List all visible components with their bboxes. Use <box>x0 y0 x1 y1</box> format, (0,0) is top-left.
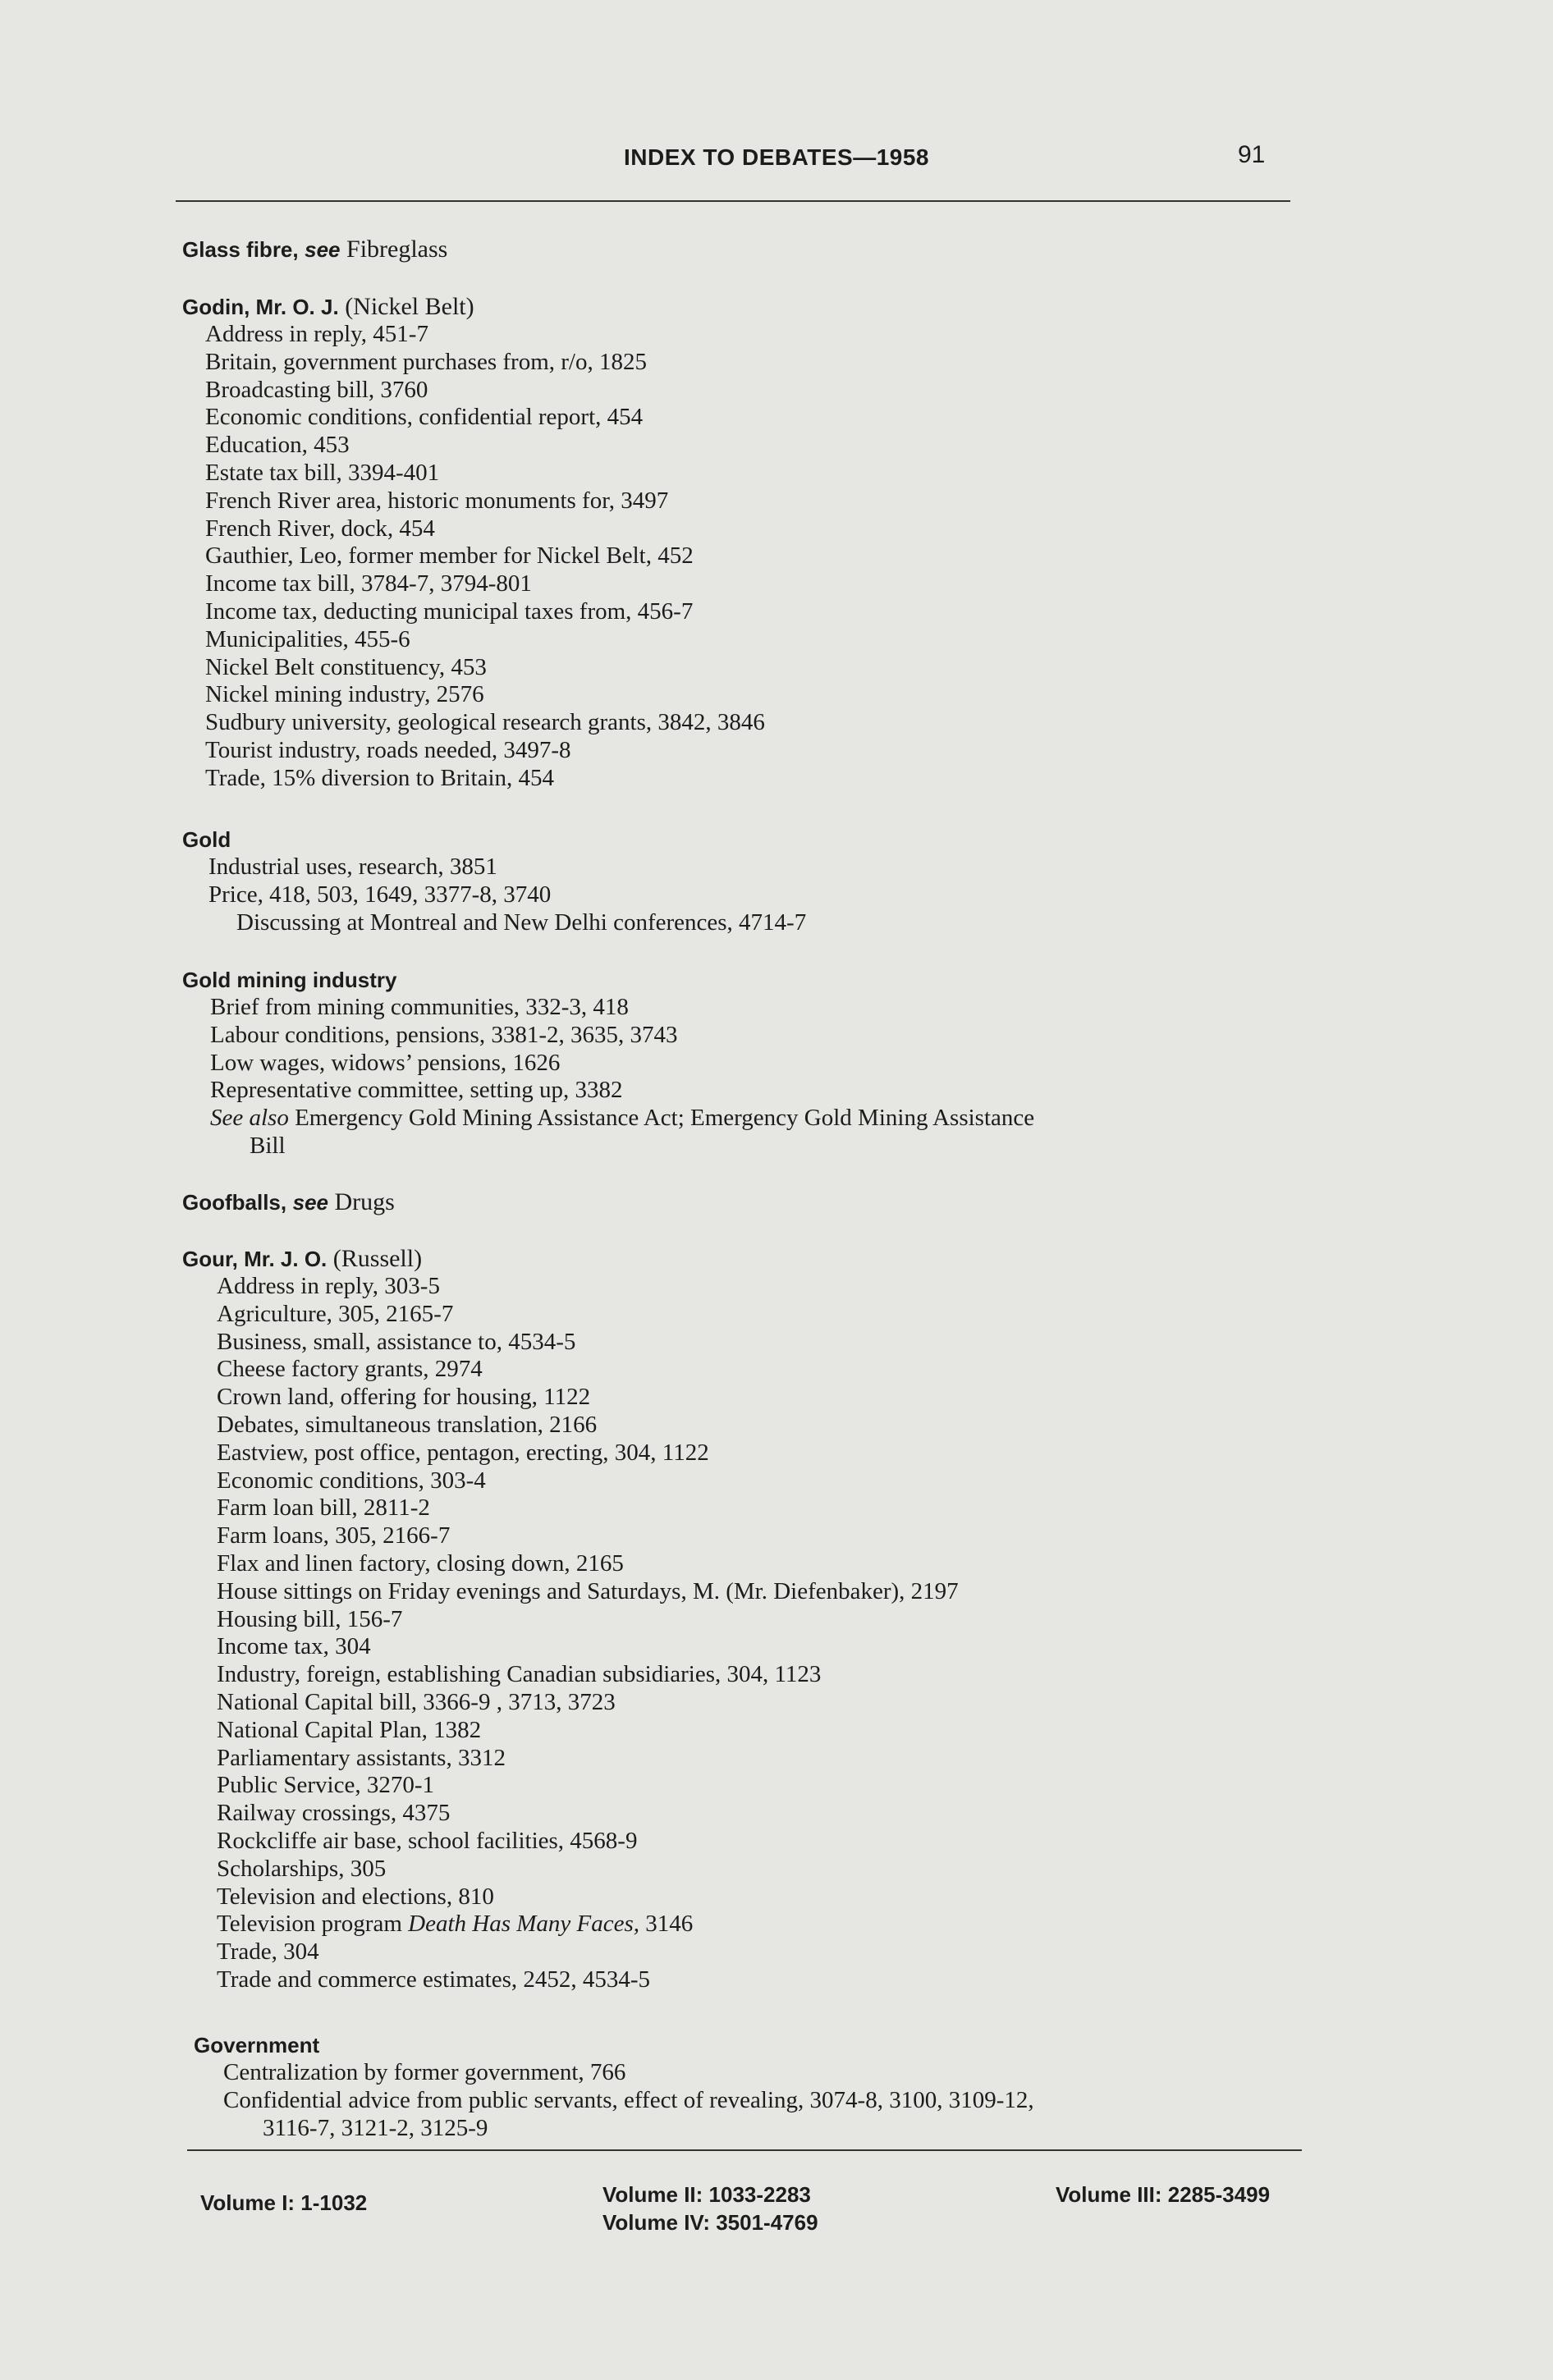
subentry: Debates, simultaneous translation, 2166 <box>217 1411 598 1438</box>
footer-volume-4: Volume IV: 3501-4769 <box>602 2210 818 2235</box>
subentry: Business, small, assistance to, 4534-5 <box>217 1328 576 1355</box>
subentry: Economic conditions, 303-4 <box>217 1467 486 1494</box>
subentry: Eastview, post office, pentagon, erecting, 304, 1122 <box>217 1439 709 1466</box>
subentry: Scholarships, 305 <box>217 1855 387 1882</box>
subentry: Parliamentary assistants, 3312 <box>217 1744 506 1771</box>
subentry: Gauthier, Leo, former member for Nickel Belt, 452 <box>205 542 694 570</box>
subentry: Nickel mining industry, 2576 <box>205 681 484 708</box>
subentry-list <box>182 1273 959 1994</box>
subentry: Address in reply, 451-7 <box>205 321 428 347</box>
subentry: National Capital bill, 3366-9 , 3713, 3723 <box>217 1688 616 1715</box>
subentry: Trade, 304 <box>217 1938 319 1966</box>
subentry: Labour conditions, pensions, 3381-2, 3635, 3743 <box>210 1021 678 1048</box>
subentry: Centralization by former government, 766 <box>223 2059 626 2085</box>
subentry: Income tax bill, 3784-7, 3794-801 <box>205 570 532 597</box>
entry-heading: Goofballs, <box>182 1190 287 1215</box>
subentry: Representative committee, setting up, 3382 <box>210 1077 623 1104</box>
subentry: Income tax, deducting municipal taxes from, 456-7 <box>205 597 694 625</box>
tv-program-prefix: Television program <box>217 1911 402 1938</box>
subentry-list <box>182 854 806 936</box>
footer-volume-2-4 <box>602 2181 818 2236</box>
tv-program-title: Death Has Many Faces, <box>408 1911 640 1938</box>
subentry: Low wages, widows’ pensions, 1626 <box>210 1049 561 1076</box>
entry-heading: Government <box>194 2033 320 2057</box>
subentry-list <box>182 321 765 793</box>
subentry: Address in reply, 303-5 <box>217 1273 440 1299</box>
see-target: Fibreglass <box>346 236 448 263</box>
subentry: Municipalities, 455-6 <box>205 625 410 652</box>
footer-volume-2: Volume II: 1033-2283 <box>602 2182 811 2207</box>
subentry: Britain, government purchases from, r/o, 1825 <box>205 348 647 375</box>
subentry: Sudbury university, geological research grants, 3842, 3846 <box>205 709 765 736</box>
entry-heading: Glass fibre, <box>182 237 299 262</box>
subentry-tv-program <box>217 1911 959 1938</box>
page-number: 91 <box>1238 141 1266 168</box>
subentry: Economic conditions, confidential report, 454 <box>205 404 644 431</box>
footer-volume-3: Volume III: 2285-3499 <box>1056 2182 1271 2207</box>
subentry: Brief from mining communities, 332-3, 418 <box>210 994 629 1020</box>
subentry: Flax and linen factory, closing down, 2165 <box>217 1549 624 1577</box>
sub-subentry: Discussing at Montreal and New Delhi conferences, 4714-7 <box>236 909 807 936</box>
subentry: Nickel Belt constituency, 453 <box>205 653 487 680</box>
footer-volume-1: Volume I: 1-1032 <box>200 2190 368 2215</box>
subentry-list <box>182 994 1034 1160</box>
subentry-continuation: 3116-7, 3121-2, 3125-9 <box>263 2114 488 2141</box>
subentry: Income tax, 304 <box>217 1633 371 1660</box>
subentry: Housing bill, 156-7 <box>217 1605 403 1632</box>
subentry: House sittings on Friday evenings and Saturdays, M. (Mr. Diefenbaker), 2197 <box>217 1577 959 1604</box>
see-also-continuation: Bill <box>250 1132 286 1159</box>
see-also-targets: Emergency Gold Mining Assistance Act; Emergency Gold Mining Assistance <box>295 1105 1035 1132</box>
subentry-list <box>194 2059 1034 2142</box>
index-entry-goofballs <box>182 1188 395 1216</box>
subentry: Broadcasting bill, 3760 <box>205 376 428 403</box>
subentry: National Capital Plan, 1382 <box>217 1716 482 1743</box>
subentry: Trade and commerce estimates, 2452, 4534-5 <box>217 1966 651 1993</box>
subentry: Tourist industry, roads needed, 3497-8 <box>205 736 571 763</box>
entry-constituency: (Nickel Belt) <box>345 293 474 320</box>
entry-heading: Godin, Mr. O. J. <box>182 295 339 319</box>
subentry: Railway crossings, 4375 <box>217 1800 451 1827</box>
see-word: see <box>305 237 341 262</box>
entry-heading: Gold mining industry <box>182 968 397 992</box>
subentry: Rockcliffe air base, school facilities, 4568-9 <box>217 1827 638 1854</box>
subentry: Agriculture, 305, 2165-7 <box>217 1300 454 1327</box>
entry-constituency: (Russell) <box>332 1245 423 1272</box>
index-entry-gour <box>182 1245 959 1994</box>
tv-program-pages: 3146 <box>645 1911 694 1938</box>
subentry: Industry, foreign, establishing Canadian subsidiaries, 304, 1123 <box>217 1661 822 1688</box>
index-entry-gold <box>182 826 806 936</box>
subentry: Television and elections, 810 <box>217 1883 494 1910</box>
subentry: Farm loan bill, 2811-2 <box>217 1494 430 1522</box>
subentry: French River area, historic monuments for, 3497 <box>205 487 669 514</box>
subentry: Industrial uses, research, 3851 <box>208 854 497 880</box>
subentry: French River, dock, 454 <box>205 515 435 542</box>
index-entry-gold-mining-industry <box>182 966 1034 1160</box>
entry-heading: Gour, Mr. J. O. <box>182 1247 328 1271</box>
index-entry-glass-fibre <box>182 236 447 263</box>
subentry: Cheese factory grants, 2974 <box>217 1356 483 1383</box>
index-entry-government <box>194 2031 1034 2142</box>
subentry: Trade, 15% diversion to Britain, 454 <box>205 764 555 791</box>
page-title: INDEX TO DEBATES—1958 <box>623 144 929 170</box>
see-target: Drugs <box>334 1188 395 1215</box>
see-word: see <box>292 1190 329 1215</box>
subentry: Crown land, offering for housing, 1122 <box>217 1384 591 1411</box>
subentry: Price, 418, 503, 1649, 3377-8, 3740 <box>208 881 552 908</box>
subentry: Confidential advice from public servants, effect of revealing, 3074-8, 3100, 3109-12, <box>223 2086 1034 2113</box>
header-divider <box>176 200 1290 202</box>
index-entry-godin <box>182 293 765 793</box>
see-also-word: See also <box>210 1105 289 1132</box>
subentry: Estate tax bill, 3394-401 <box>205 459 440 486</box>
see-also-line <box>210 1105 1034 1133</box>
entry-heading: Gold <box>182 827 231 852</box>
subentry: Education, 453 <box>205 432 350 459</box>
footer-divider <box>187 2149 1302 2151</box>
subentry: Public Service, 3270-1 <box>217 1772 434 1799</box>
subentry: Farm loans, 305, 2166-7 <box>217 1522 451 1549</box>
